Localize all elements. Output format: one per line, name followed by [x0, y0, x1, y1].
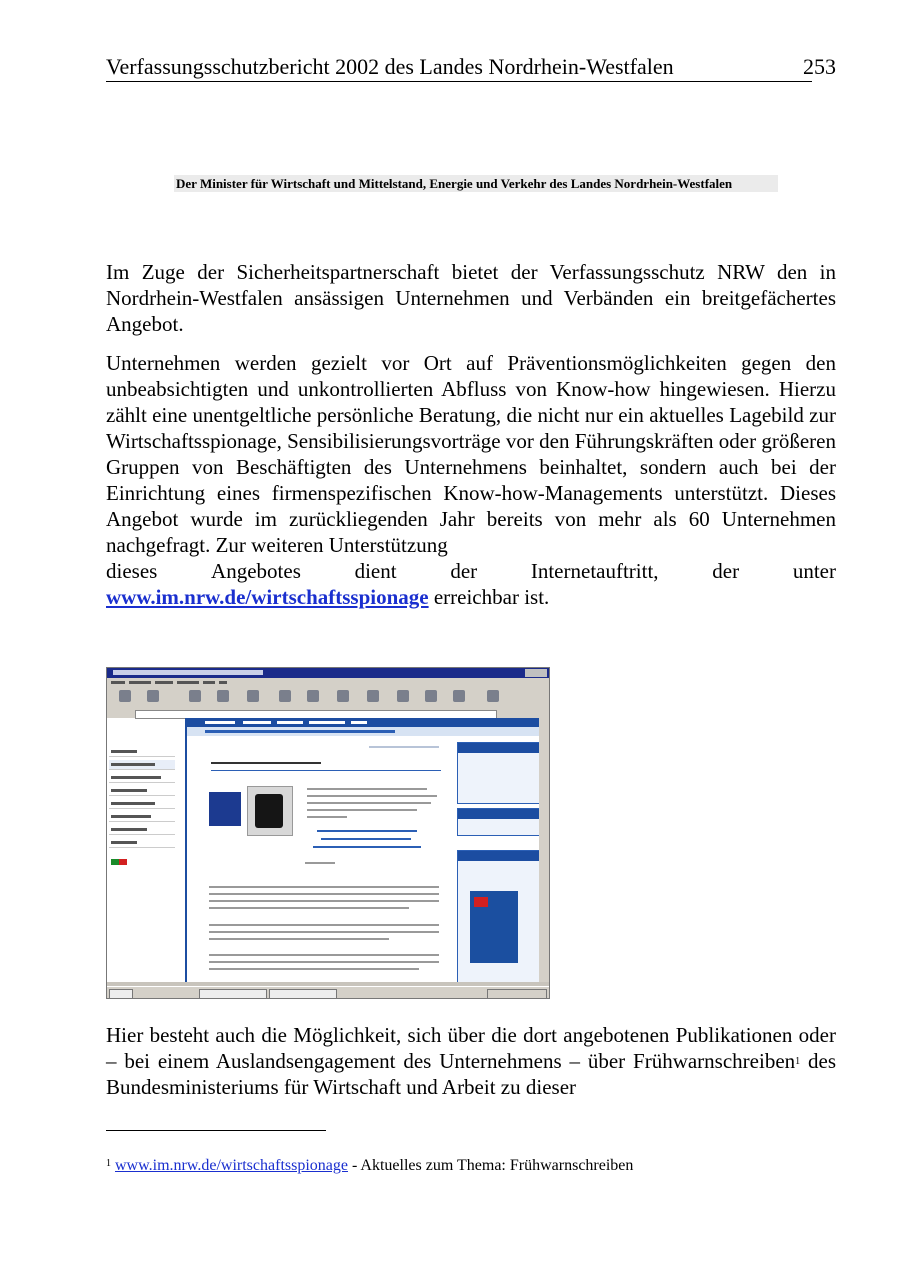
- screenshot-breadcrumb: [185, 727, 549, 736]
- spread-word: Angebotes: [211, 559, 301, 583]
- footnote-text: - Aktuelles zum Thema: Frühwarnschreiben: [351, 1157, 634, 1174]
- spread-word: dieses: [106, 559, 158, 583]
- screenshot-right-column: [457, 742, 539, 982]
- spread-word: der: [712, 559, 740, 583]
- screenshot-menubar: [107, 678, 549, 687]
- paragraph-3: [106, 1022, 836, 1100]
- spread-word: dient: [354, 559, 397, 583]
- paragraph-1: Im Zuge der Sicherheitspartnerschaft bietet der Verfassungsschutz NRW den in Nordrhein-Westfalen ansässigen Unternehmen und Verbänden ein breitgefächertes Angebot.: [106, 260, 836, 336]
- paragraph-3-text-after: des Bundesministeriums für Wirtschaft und Arbeit zu dieser: [106, 1049, 837, 1099]
- spread-word: der: [450, 559, 478, 583]
- screenshot-site-nav: [185, 718, 549, 727]
- paragraph-2-end: erreichbar ist.: [433, 585, 550, 609]
- screenshot-titlebar: [107, 668, 549, 678]
- page-number: 253: [803, 54, 836, 79]
- footnote: [106, 1156, 633, 1176]
- footnote-reference[interactable]: 1: [795, 1056, 801, 1067]
- screenshot-taskbar: [107, 986, 549, 999]
- screenshot-scrollbar: [539, 718, 549, 983]
- footnote-number: 1: [106, 1158, 111, 1169]
- spread-word: unter: [792, 559, 836, 583]
- screenshot-toolbar: [107, 687, 549, 710]
- footnote-link[interactable]: www.im.nrw.de/wirtschaftsspionage: [115, 1157, 348, 1174]
- screenshot-addressbar: [107, 709, 549, 718]
- footnote-rule: [106, 1130, 326, 1131]
- header-rule: [106, 81, 812, 82]
- paragraph-2-text: Unternehmen werden gezielt vor Ort auf Präventionsmöglichkeiten gegen den unbeabsichtigten und unkontrollierten Abfluss von Know-how hingewiesen. Hierzu zählt eine unentgeltliche persönliche Beratung, die nicht nur ein aktuelles Lagebild zur Wirtschaftsspionage, Sensibilisierungsvorträge vor den Führungskräften oder größeren Gruppen von Beschäftigten des Unternehmens beinhaltet, sondern auch bei der Einrichtung eines firmenspezifischen Know-how-Managements unterstützt. Dieses Angebot wurde im zurückliegenden Jahr bereits von mehr als 60 Unternehmen nachgefragt. Zur weiteren Unterstützung: [106, 351, 836, 557]
- header-title: Verfassungsschutzbericht 2002 des Landes Nordrhein-Westfalen: [106, 54, 674, 79]
- image-caption: Der Minister für Wirtschaft und Mittelstand, Energie und Verkehr des Landes Nordrhein-Westfalen: [174, 175, 778, 192]
- spread-word: Internetauftritt,: [530, 559, 659, 583]
- paragraph-3-text: Hier besteht auch die Möglichkeit, sich über die dort angebotenen Publikationen oder – bei einem Auslandsengagement des Unternehmens – über Frühwarnschreiben: [106, 1023, 836, 1073]
- paragraph-2-spread-line: [106, 558, 836, 584]
- screenshot-sidebar: [107, 727, 187, 983]
- paragraph-2: [106, 350, 836, 610]
- website-link[interactable]: www.im.nrw.de/wirtschaftsspionage: [106, 585, 429, 609]
- screenshot-main-content: [189, 738, 455, 982]
- browser-screenshot-image: [106, 667, 550, 999]
